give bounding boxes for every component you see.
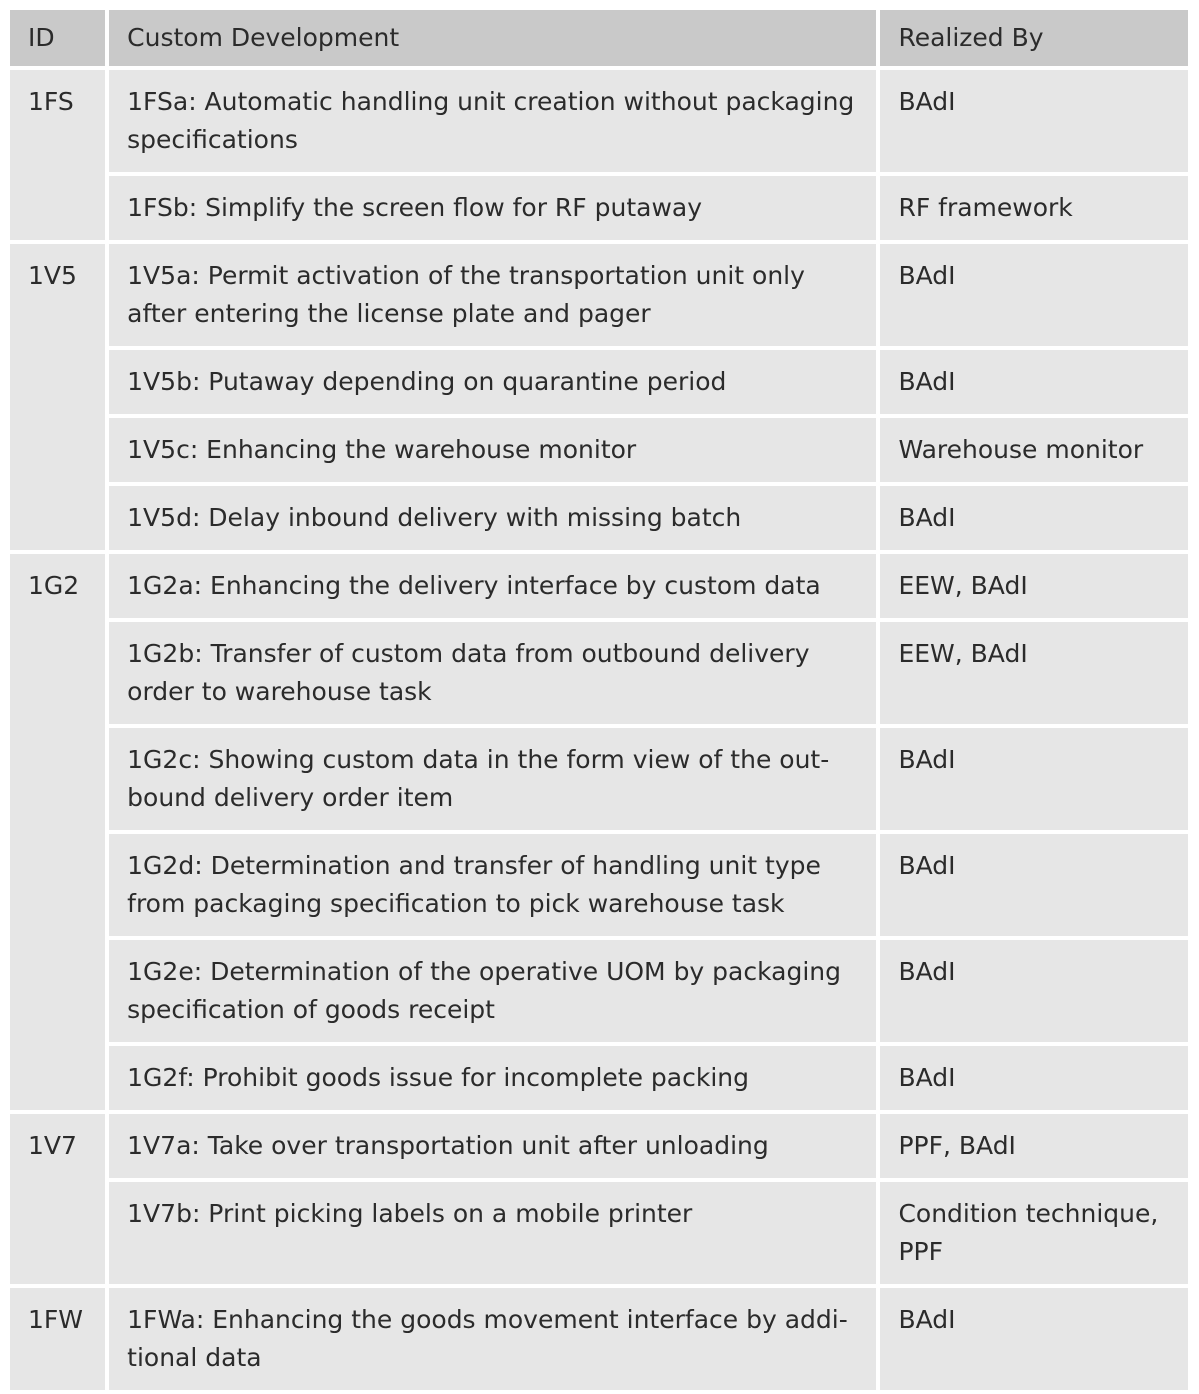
realized-by-cell: PPF, BAdI xyxy=(880,1114,1188,1178)
realized-by-cell: BAdI xyxy=(880,834,1188,936)
realized-by-cell: BAdI xyxy=(880,1288,1188,1390)
realized-by-cell: BAdI xyxy=(880,940,1188,1042)
custom-development-cell: 1FWa: Enhancing the goods movement interface by addi-tional data xyxy=(109,1288,876,1390)
header-custom-development: Custom Development xyxy=(109,10,876,66)
group-id: 1FW xyxy=(10,1288,105,1390)
table-row xyxy=(10,1182,1188,1284)
group-id: 1FS xyxy=(10,70,105,240)
group-id: 1V5 xyxy=(10,244,105,550)
custom-development-table xyxy=(6,6,1192,1394)
table-row xyxy=(10,350,1188,414)
table-row xyxy=(10,1114,1188,1178)
group-id: 1G2 xyxy=(10,554,105,1110)
realized-by-cell: EEW, BAdI xyxy=(880,554,1188,618)
custom-development-cell: 1G2b: Transfer of custom data from outbound delivery order to warehouse task xyxy=(109,622,876,724)
custom-development-cell: 1V5c: Enhancing the warehouse monitor xyxy=(109,418,876,482)
realized-by-cell: RF framework xyxy=(880,176,1188,240)
custom-development-cell: 1V5d: Delay inbound delivery with missing batch xyxy=(109,486,876,550)
realized-by-cell: BAdI xyxy=(880,728,1188,830)
custom-development-cell: 1V7a: Take over transportation unit after unloading xyxy=(109,1114,876,1178)
table-row xyxy=(10,1288,1188,1390)
custom-development-cell: 1V5a: Permit activation of the transportation unit only after entering the license plate and pager xyxy=(109,244,876,346)
table-row xyxy=(10,176,1188,240)
custom-development-cell: 1G2a: Enhancing the delivery interface by custom data xyxy=(109,554,876,618)
realized-by-cell: BAdI xyxy=(880,350,1188,414)
realized-by-cell: BAdI xyxy=(880,1046,1188,1110)
realized-by-cell: BAdI xyxy=(880,70,1188,172)
custom-development-cell: 1V7b: Print picking labels on a mobile printer xyxy=(109,1182,876,1284)
realized-by-cell: BAdI xyxy=(880,244,1188,346)
realized-by-cell: BAdI xyxy=(880,486,1188,550)
group-id: 1V7 xyxy=(10,1114,105,1284)
table-row xyxy=(10,70,1188,172)
header-id: ID xyxy=(10,10,105,66)
custom-development-cell: 1FSb: Simplify the screen flow for RF putaway xyxy=(109,176,876,240)
table-row xyxy=(10,244,1188,346)
custom-development-cell: 1G2d: Determination and transfer of handling unit type from packaging specification to pick warehouse task xyxy=(109,834,876,936)
realized-by-cell: Warehouse monitor xyxy=(880,418,1188,482)
table-row xyxy=(10,834,1188,936)
table-row xyxy=(10,1046,1188,1110)
table-row xyxy=(10,486,1188,550)
custom-development-cell: 1V5b: Putaway depending on quarantine period xyxy=(109,350,876,414)
table-row xyxy=(10,622,1188,724)
custom-development-cell: 1FSa: Automatic handling unit creation without packaging specifications xyxy=(109,70,876,172)
realized-by-cell: EEW, BAdI xyxy=(880,622,1188,724)
development-table-container xyxy=(10,10,1188,1390)
realized-by-cell: Condition technique, PPF xyxy=(880,1182,1188,1284)
header-row xyxy=(10,10,1188,66)
custom-development-cell: 1G2f: Prohibit goods issue for incomplete packing xyxy=(109,1046,876,1110)
table-row xyxy=(10,728,1188,830)
table-row xyxy=(10,554,1188,618)
table-row xyxy=(10,418,1188,482)
custom-development-cell: 1G2e: Determination of the operative UOM by packaging specification of goods receipt xyxy=(109,940,876,1042)
table-row xyxy=(10,940,1188,1042)
custom-development-cell: 1G2c: Showing custom data in the form view of the out-bound delivery order item xyxy=(109,728,876,830)
header-realized-by: Realized By xyxy=(880,10,1188,66)
